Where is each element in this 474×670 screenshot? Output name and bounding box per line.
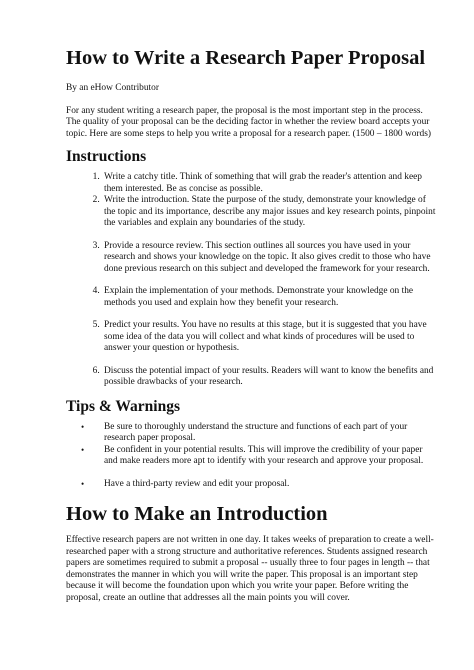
byline: By an eHow Contributor <box>66 83 159 93</box>
instruction-item: 6. Discuss the potential impact of your results. Readers will want to know the benefits and possible drawbacks of your research. <box>102 366 438 389</box>
instruction-item: 1. Write a catchy title. Think of something that will grab the reader's attention and keep them interested. Be as concise as possible. <box>102 172 438 195</box>
tips-heading: Tips & Warnings <box>66 397 181 415</box>
tip-text: Be confident in your potential results. This will improve the credibility of your paper and make readers more apt to identify with your research and approve your proposal. <box>104 444 424 466</box>
document-content <box>66 46 438 604</box>
instruction-item: 4. Explain the implementation of your methods. Demonstrate your knowledge on the methods you used and explain how they benefit your research. <box>102 286 438 309</box>
bullet-icon: • <box>81 444 85 455</box>
introduction-section-body: Effective research papers are not written in one day. It takes weeks of preparation to create a well-researched paper with a strong structure and authoritative references. Students assigned research papers are sometimes required to submit a proposal -- usually three to four pages in length -- that demonstrates the manner in which you will write the paper. This proposal is an important step because it will become the foundation upon which you write your paper. Before writing the proposal, create an outline that addresses all the main points you will cover. <box>66 535 434 603</box>
tips-list <box>66 422 438 491</box>
tip-item <box>81 421 438 445</box>
intro-paragraph: For any student writing a research paper, the proposal is the most important step in the process. The quality of your proposal can be the deciding factor in whether the review board accepts your topic. Here are some steps to help you write a proposal for a research paper. (1500 – 1800 words) <box>66 105 431 139</box>
tip-text: Be sure to thoroughly understand the structure and functions of each part of your research paper proposal. <box>104 421 408 443</box>
instruction-item: 3. Provide a resource review. This section outlines all sources you have used in your research and shows your knowledge on the topic. It also gives credit to those who have done previous research on this subject and developed the framework for your research. <box>102 241 438 276</box>
tip-text: Have a third-party review and edit your proposal. <box>104 478 290 489</box>
instruction-item: 2. Write the introduction. State the purpose of the study, demonstrate your knowledge of the topic and its importance, describe any major issues and key research points, pinpoint the variables and explain any boundaries of the study. <box>102 195 438 230</box>
instructions-heading: Instructions <box>66 148 147 165</box>
introduction-section-heading: How to Make an Introduction <box>66 503 328 525</box>
tip-item <box>81 478 438 491</box>
bullet-icon: • <box>81 421 85 432</box>
instructions-list <box>66 172 438 389</box>
tip-item <box>81 444 438 468</box>
document-title: How to Write a Research Paper Proposal <box>66 47 426 69</box>
bullet-icon: • <box>81 478 85 489</box>
instruction-item: 5. Predict your results. You have no results at this stage, but it is suggested that you have some idea of the data you will collect and what kinds of procedures will be used to answer your question or hypothesis. <box>102 320 438 355</box>
